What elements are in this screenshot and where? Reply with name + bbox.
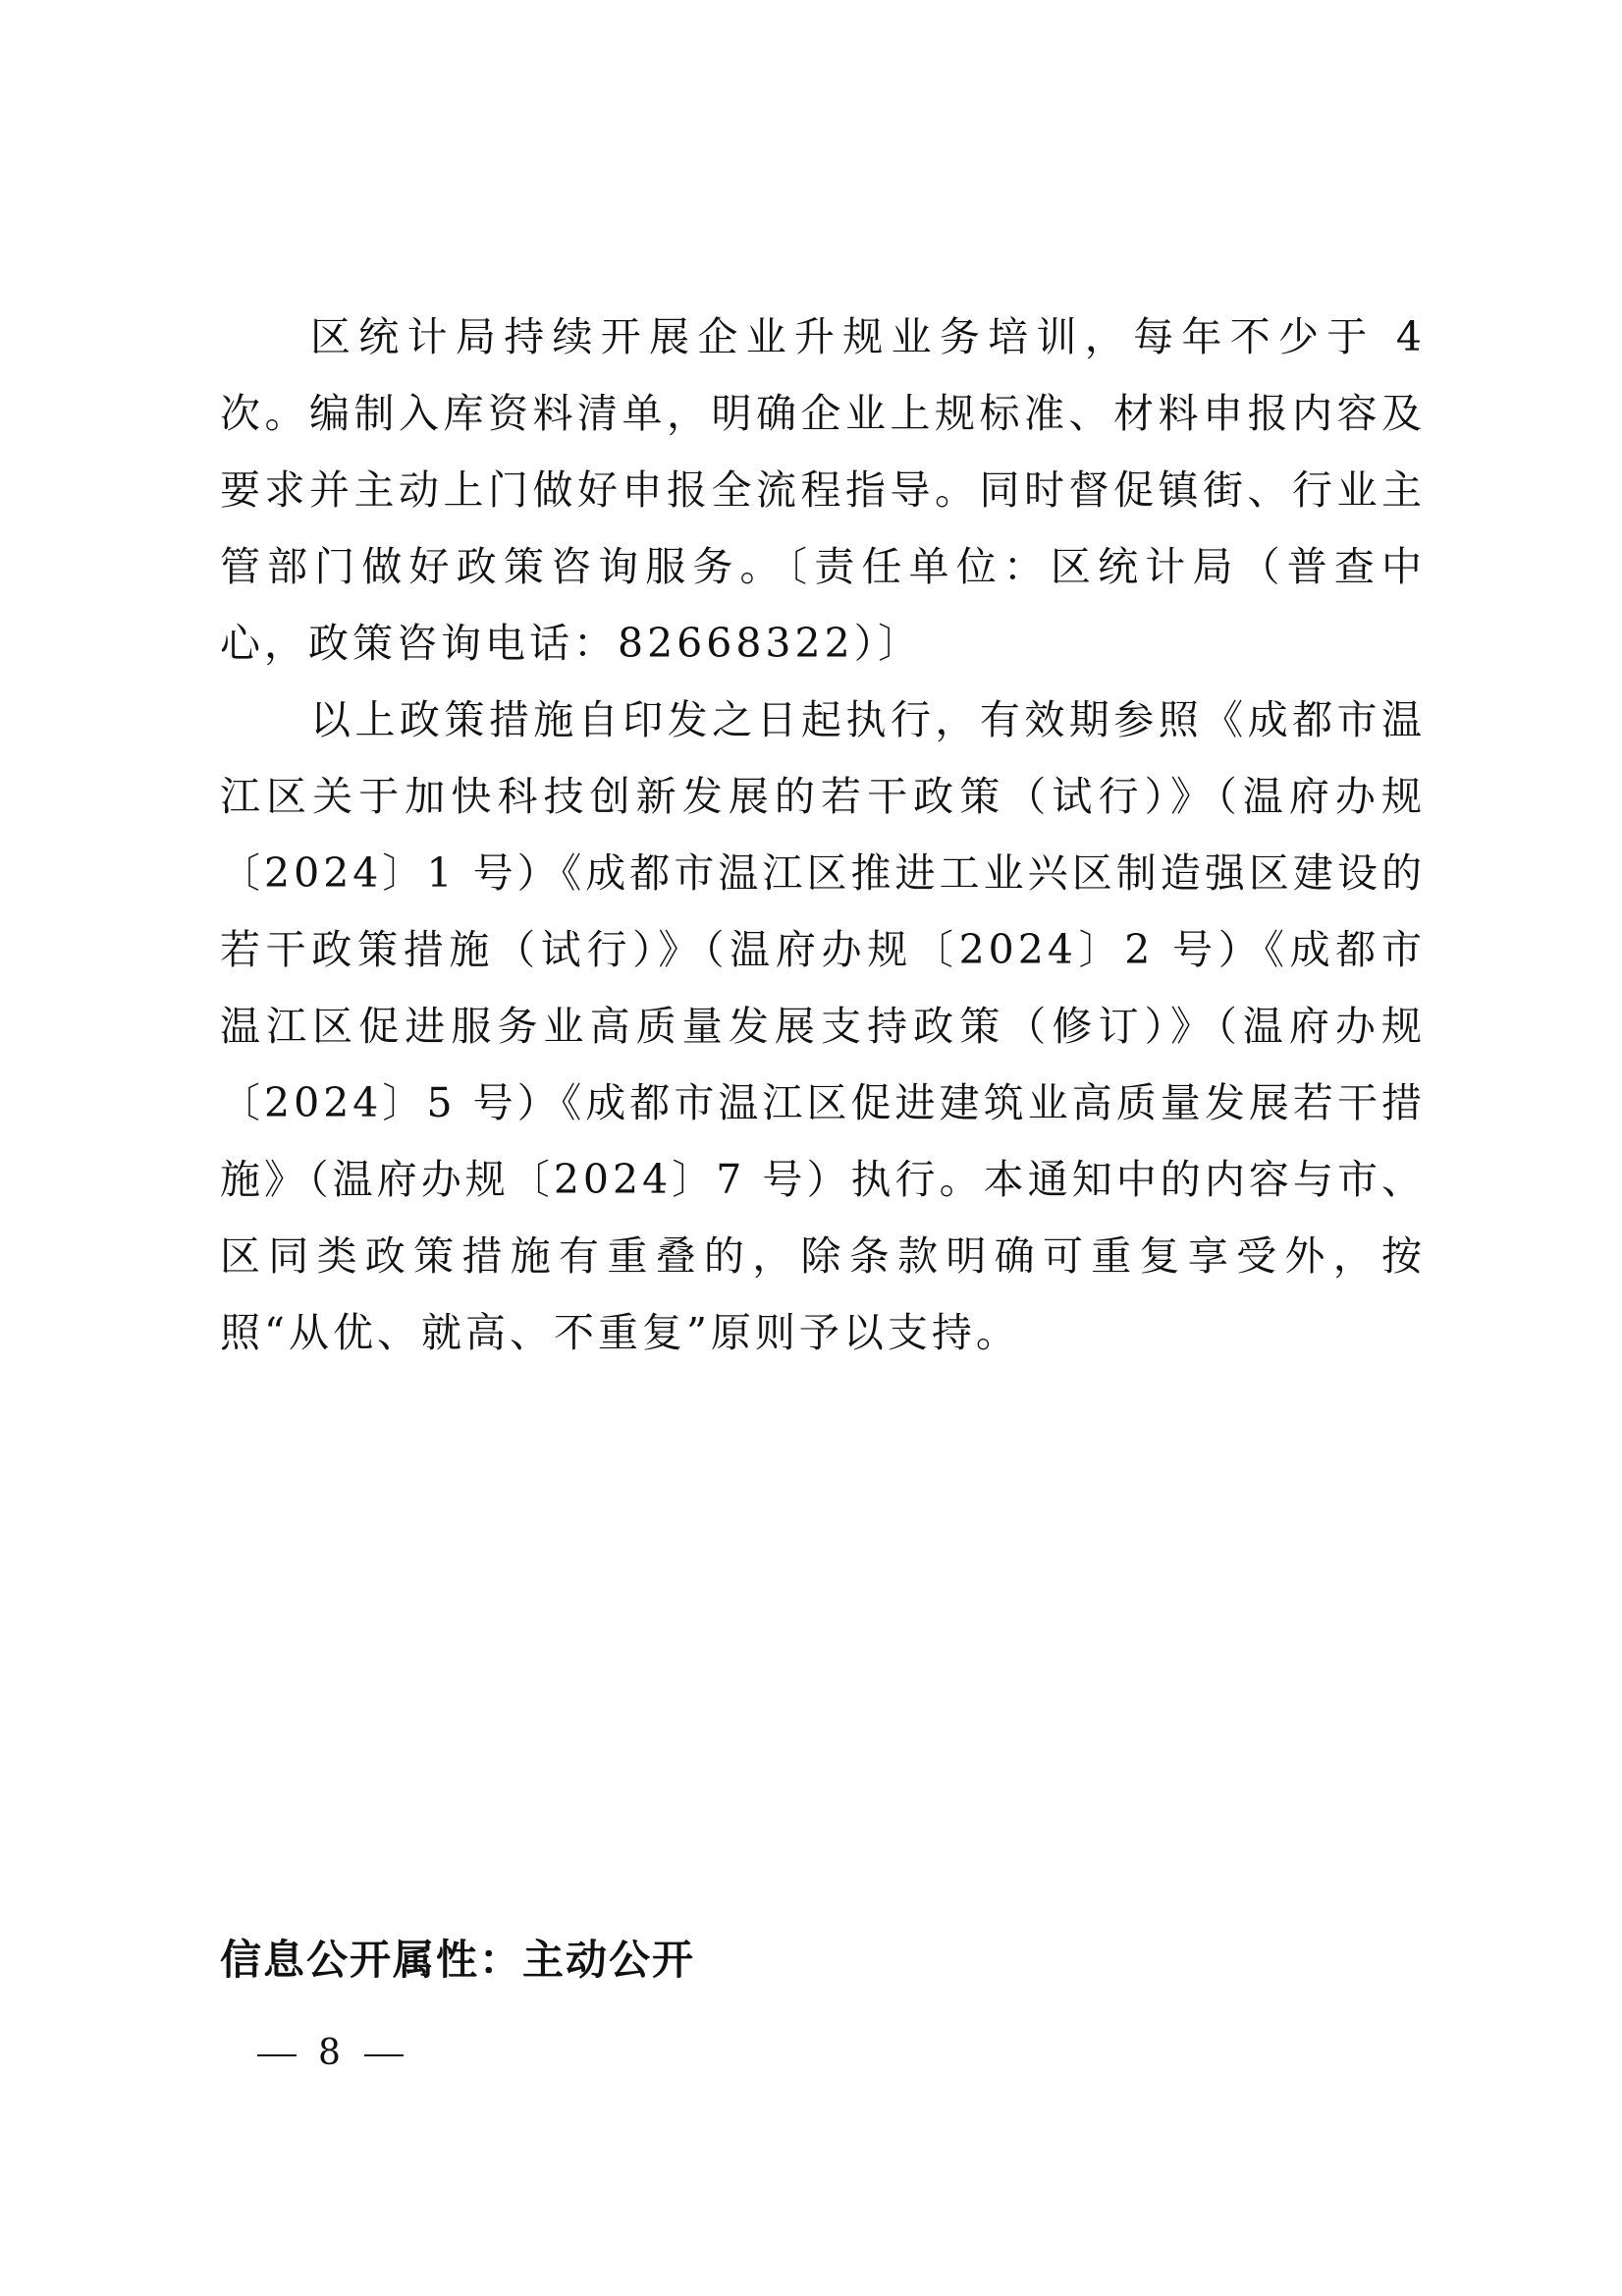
- disclosure-attribute: 信息公开属性：主动公开: [220, 1936, 696, 1984]
- page-number-left-dash: [257, 2054, 297, 2056]
- body-text: [220, 299, 1426, 1371]
- page-number-footer: [257, 2033, 404, 2073]
- page-number: 8: [318, 2033, 343, 2073]
- page-number-right-dash: [364, 2054, 404, 2056]
- paragraph-effective-period: 以上政策措施自印发之日起执行，有效期参照《成都市温江区关于加快科技创新发展的若干政策（试行）》（温府办规〔2024〕1 号）《成都市温江区推进工业兴区制造强区建设的若干政策措施（试行）》（温府办规〔2024〕2 号）《成都市温江区促进服务业高质量发展支持政策（修订）》（温府办规〔2024〕5 号）《成都市温江区促进建筑业高质量发展若干措施》（温府办规〔2024〕7 号）执行。本通知中的内容与市、区同类政策措施有重叠的，除条款明确可重复享受外，按照“从优、就高、不重复”原则予以支持。: [220, 696, 1426, 1356]
- paragraph-statistics-training: 区统计局持续开展企业升规业务培训，每年不少于 4 次。编制入库资料清单，明确企业上规标准、材料申报内容及要求并主动上门做好申报全流程指导。同时督促镇街、行业主管部门做好政策咨询服务。〔责任单位：区统计局（普查中心，政策咨询电话：82668322）〕: [220, 313, 1426, 667]
